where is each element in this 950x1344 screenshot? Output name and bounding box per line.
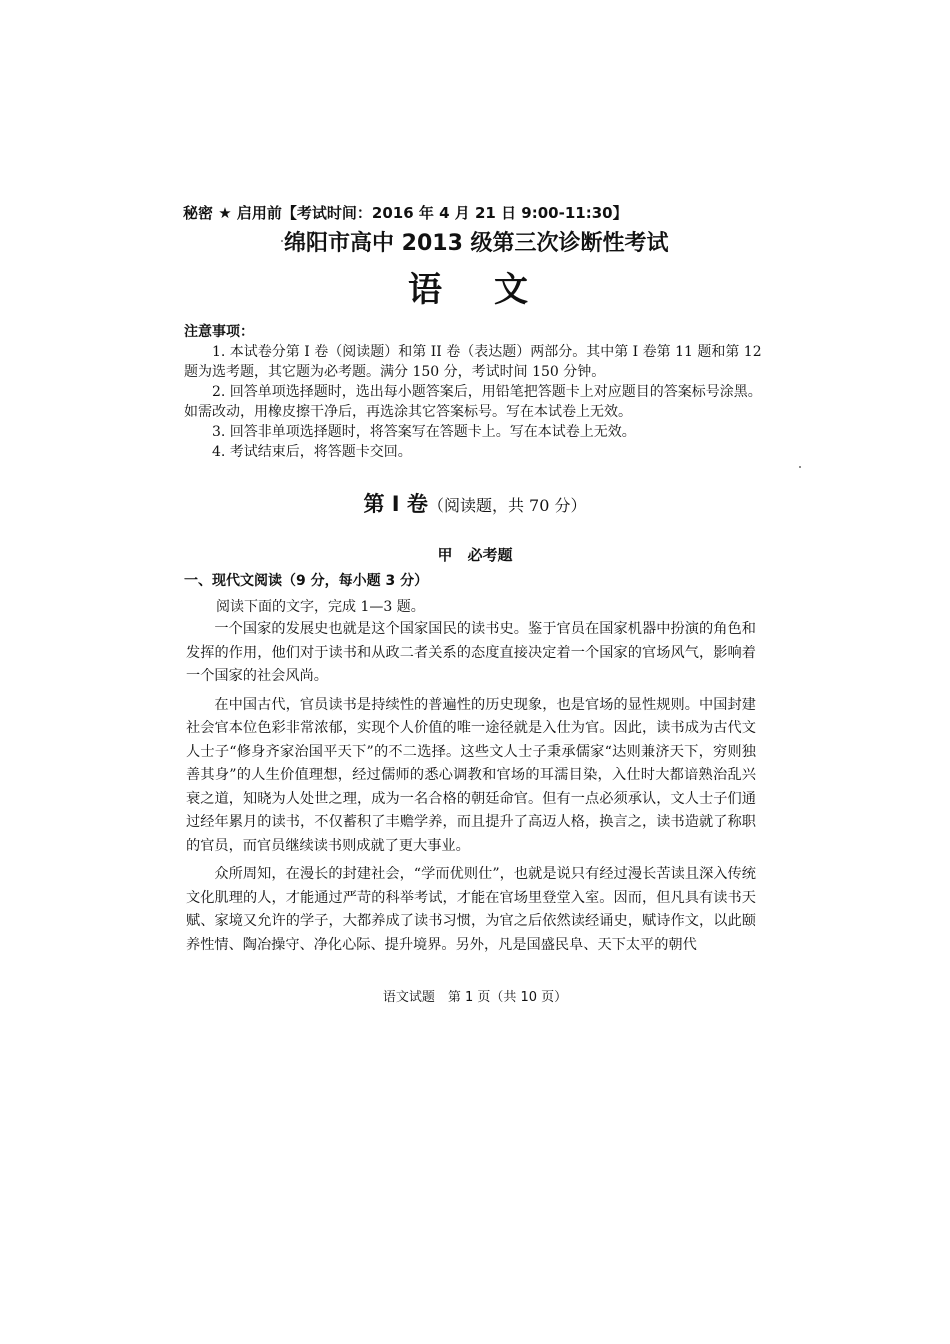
reading-passage bbox=[186, 618, 756, 962]
note-item: 1. 本试卷分第 I 卷（阅读题）和第 II 卷（表达题）两部分。其中第 I 卷第 11 题和第 12 题为选考题，其它题为必考题。满分 150 分，考试时间 150 分钟。 bbox=[184, 344, 762, 380]
passage-paragraph: 在中国古代，官员读书是持续性的普遍性的历史现象，也是官场的显性规则。中国封建社会官本位色彩非常浓郁，实现个人价值的唯一途径就是入仕为官。因此，读书成为古代文人士子“修身齐家治国平天下”的不二选择。这些文人士子秉承儒家“达则兼济天下，穷则独善其身”的人生价值理想，经过儒师的悉心调教和官场的耳濡目染，入仕时大都谙熟治乱兴衰之道，知晓为人处世之理，成为一名合格的朝廷命官。但有一点必须承认，文人士子们通过经年累月的读书，不仅蓄积了丰赡学养，而且提升了高迈人格，换言之，读书造就了称职的官员，而官员继续读书则成就了更大事业。 bbox=[186, 696, 756, 854]
confidential-header: 秘密 ★ 启用前【考试时间：2016 年 4 月 21 日 9:00-11:30】 bbox=[183, 204, 628, 222]
page-footer: 语文试题 第 1 页（共 10 页） bbox=[382, 990, 568, 1005]
note-item: 3. 回答非单项选择题时，将答案写在答题卡上。写在本试卷上无效。 bbox=[212, 424, 636, 440]
reading-instruction: 阅读下面的文字，完成 1—3 题。 bbox=[216, 599, 425, 615]
part-title: 一、现代文阅读（9 分，每小题 3 分） bbox=[184, 573, 429, 589]
section-title: 甲 必考题 bbox=[437, 546, 513, 564]
passage-paragraph: 一个国家的发展史也就是这个国家国民的读书史。鉴于官员在国家机器中扮演的角色和发挥的作用，他们对于读书和从政二者关系的态度直接决定着一个国家的官场风气，影响着一个国家的社会风尚。 bbox=[186, 621, 756, 684]
volume-title bbox=[0, 488, 950, 518]
passage-paragraph: 众所周知，在漫长的封建社会，“学而优则仕”，也就是说只有经过漫长苦读且深入传统文化肌理的人，才能通过严苛的科举考试，才能在官场里登堂入室。因而，但凡具有读书天赋、家境又允许的学子，大都养成了读书习惯，为官之后依然读经诵史，赋诗作文，以此颐养性情、陶冶操守、净化心际、提升境界。另外，凡是国盛民阜、天下太平的朝代 bbox=[186, 866, 756, 953]
note-item: 4. 考试结束后，将答题卡交回。 bbox=[212, 444, 412, 460]
notes-section bbox=[184, 322, 764, 462]
scan-speck bbox=[281, 240, 283, 242]
exam-title: 绵阳市高中 2013 级第三次诊断性考试 bbox=[284, 231, 669, 256]
volume-title-sub: （阅读题，共 70 分） bbox=[427, 496, 587, 515]
scan-speck bbox=[799, 466, 801, 468]
notes-heading: 注意事项： bbox=[184, 324, 254, 340]
volume-title-main: 第 I 卷 bbox=[363, 492, 428, 516]
subject-title: 语文 bbox=[408, 270, 580, 310]
note-item: 2. 回答单项选择题时，选出每小题答案后，用铅笔把答题卡上对应题目的答案标号涂黑。如需改动，用橡皮擦干净后，再选涂其它答案标号。写在本试卷上无效。 bbox=[184, 384, 762, 420]
